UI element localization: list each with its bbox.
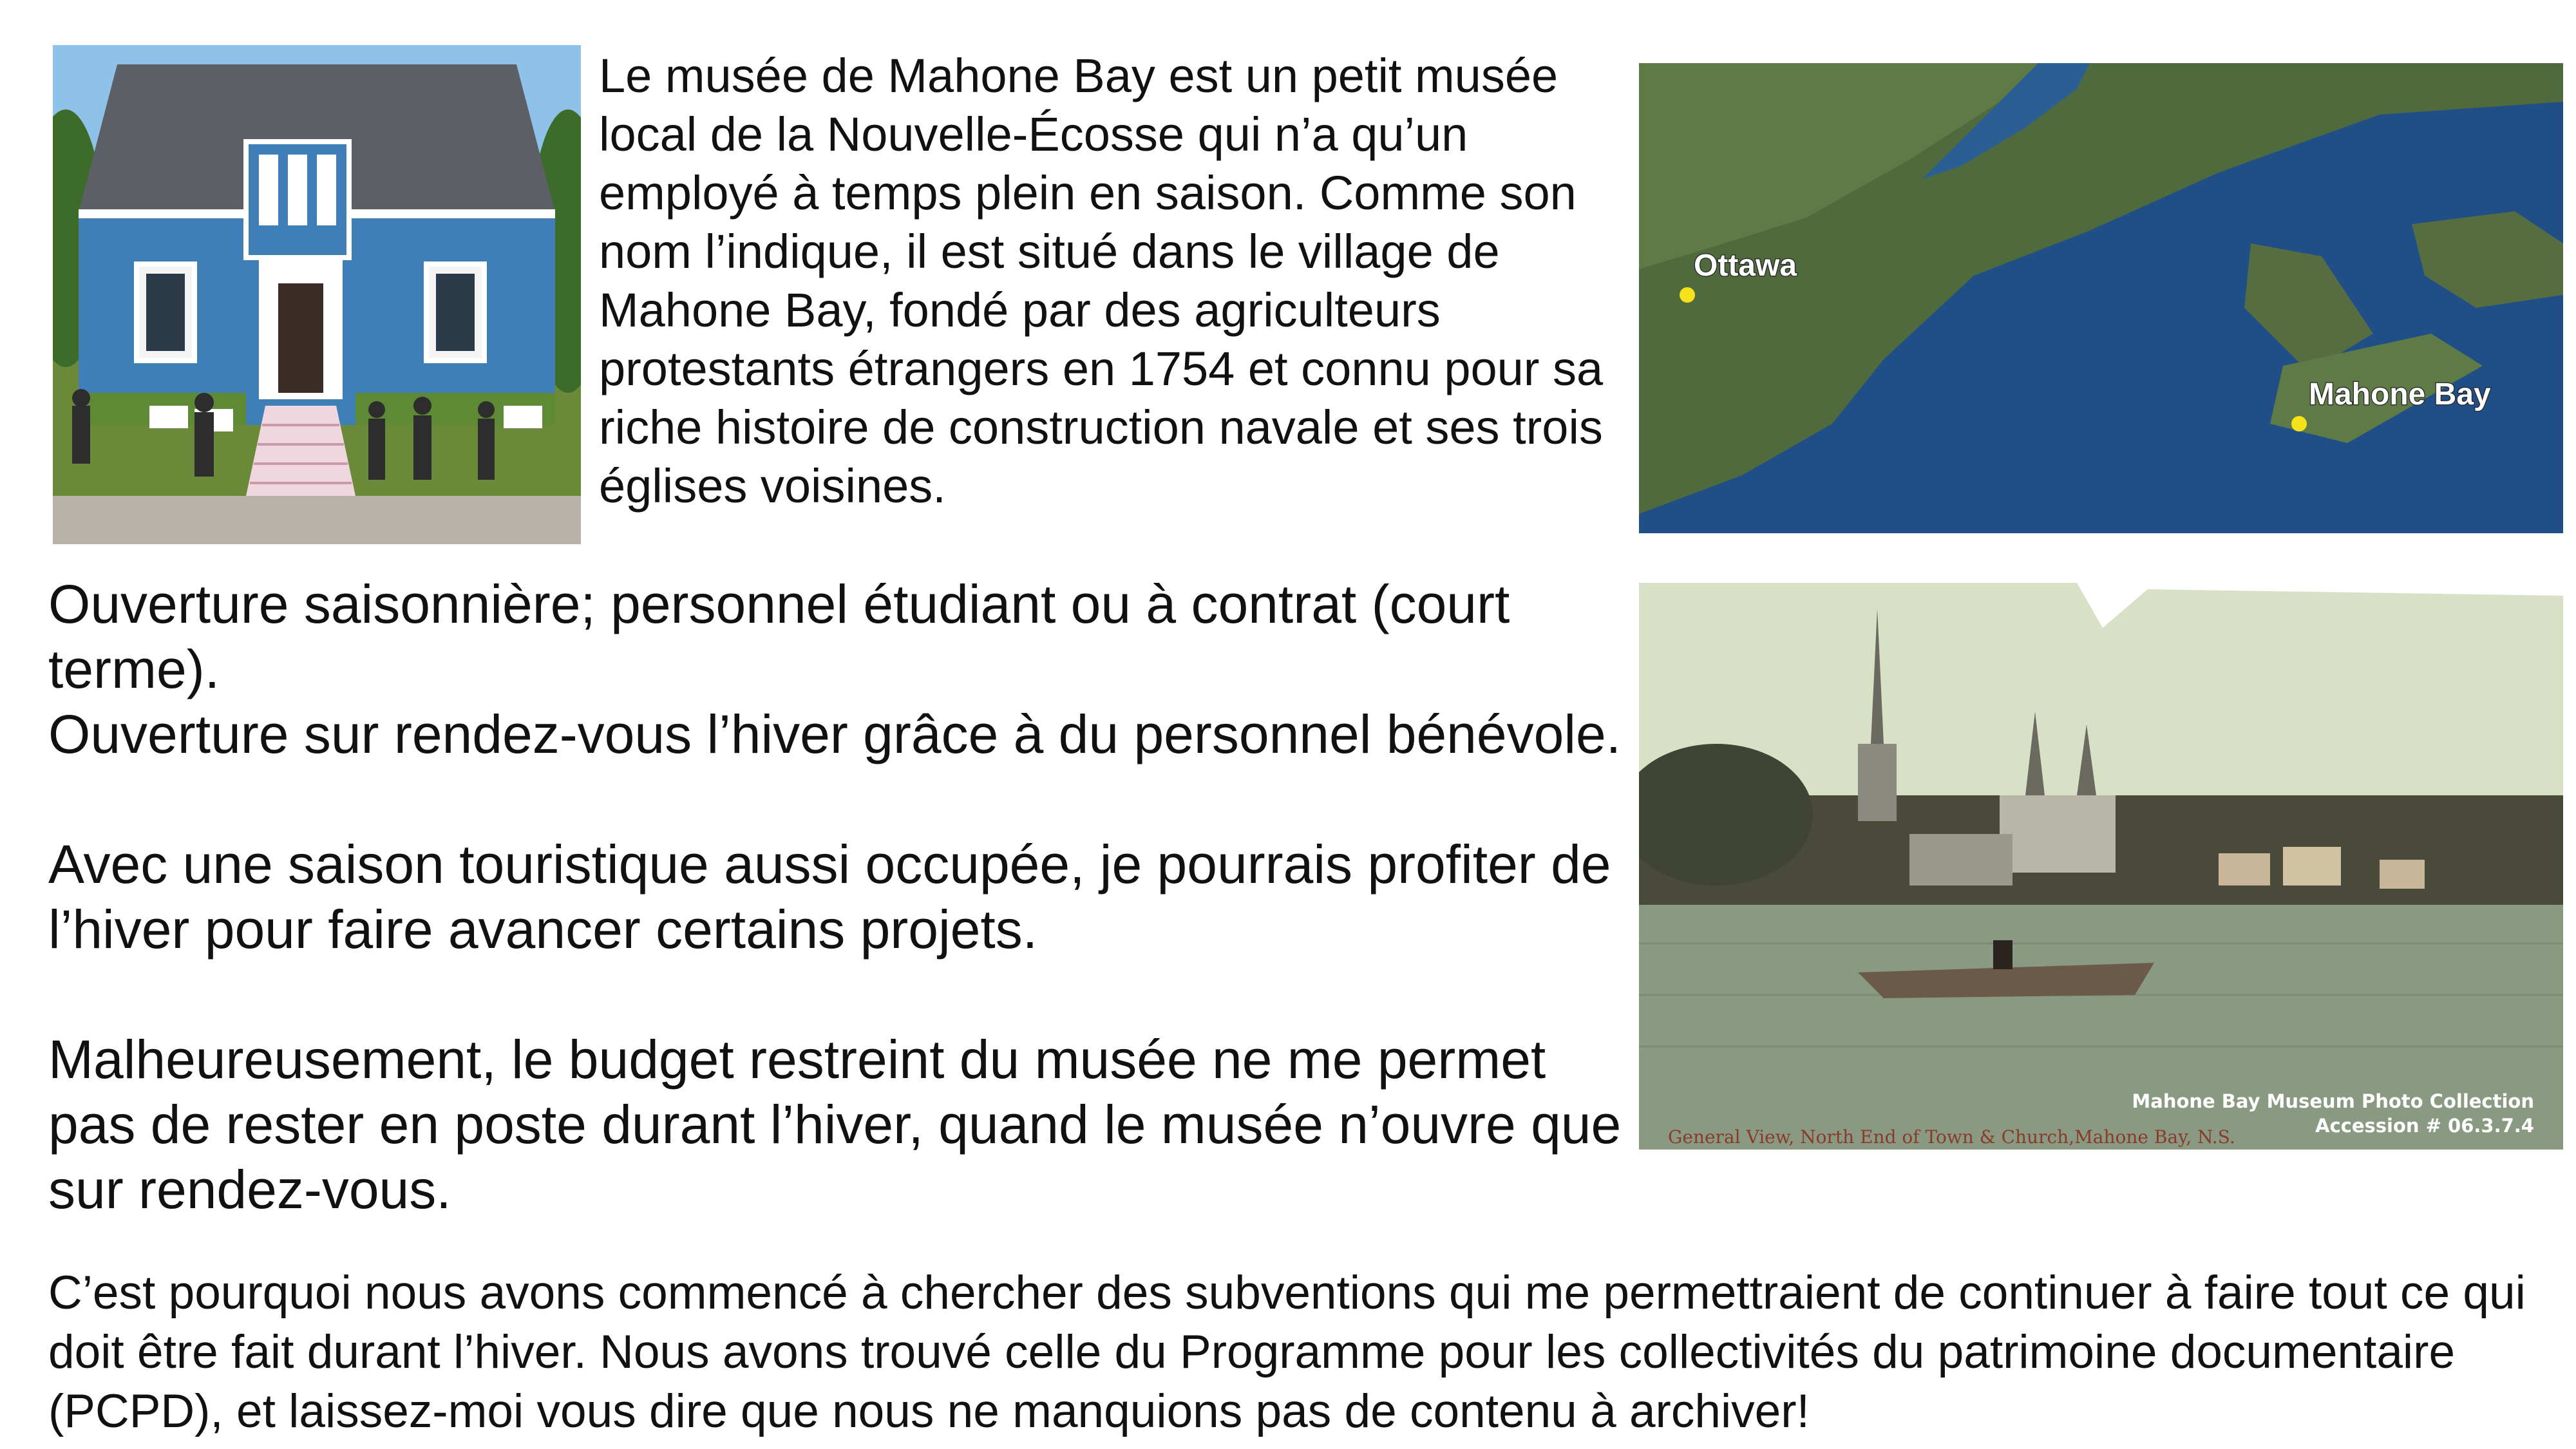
vintage-postcard-photo [1639, 583, 2563, 1150]
postcard-handwritten-caption: General View, North End of Town & Church,Mahone Bay, N.S. [1668, 1126, 2235, 1148]
bottom-paragraph: C’est pourquoi nous avons commencé à chercher des subventions qui me permettraient de continuer à faire tout ce qui doit être fait durant l’hiver. Nous avons trouvé celle du Programme pour les collectivités du patrimoine documentaire (PCPD), et laissez-moi vous dire que nous ne manquions pas de contenu à archiver! [48, 1267, 2526, 1437]
seasonal-staffing-text [48, 572, 1626, 1222]
map-label-mahone-bay: Mahone Bay [2309, 377, 2491, 412]
museum-house-photo [53, 45, 581, 544]
map-label-ottawa: Ottawa [1694, 249, 1797, 283]
postcard-caption-line1: Mahone Bay Museum Photo Collection [2132, 1090, 2534, 1112]
mid-paragraph-3: Avec une saison touristique aussi occupée, je pourrais profiter de l’hiver pour faire avancer certains projets. [48, 834, 1611, 960]
mid-paragraph-2: Ouverture sur rendez-vous l’hiver grâce à du personnel bénévole. [48, 704, 1622, 764]
satellite-map [1639, 63, 2563, 533]
mid-paragraph-4: Malheureusement, le budget restreint du musée ne me permet pas de rester en poste durant l’hiver, quand le musée n’ouvre que sur rendez-vous. [48, 1029, 1622, 1220]
postcard-caption-line2: Accession # 06.3.7.4 [2315, 1115, 2534, 1137]
mid-paragraph-1: Ouverture saisonnière; personnel étudiant ou à contrat (court terme). [48, 574, 1510, 699]
intro-paragraph: Le musée de Mahone Bay est un petit musée local de la Nouvelle-Écosse qui n’a qu’un employé à temps plein en saison. Comme son nom l’indique, il est situé dans le village de Mahone Bay, fondé par des agriculteurs protestants étrangers en 1754 et connu pour sa riche histoire de construction navale et ses trois églises voisines. [599, 49, 1604, 513]
